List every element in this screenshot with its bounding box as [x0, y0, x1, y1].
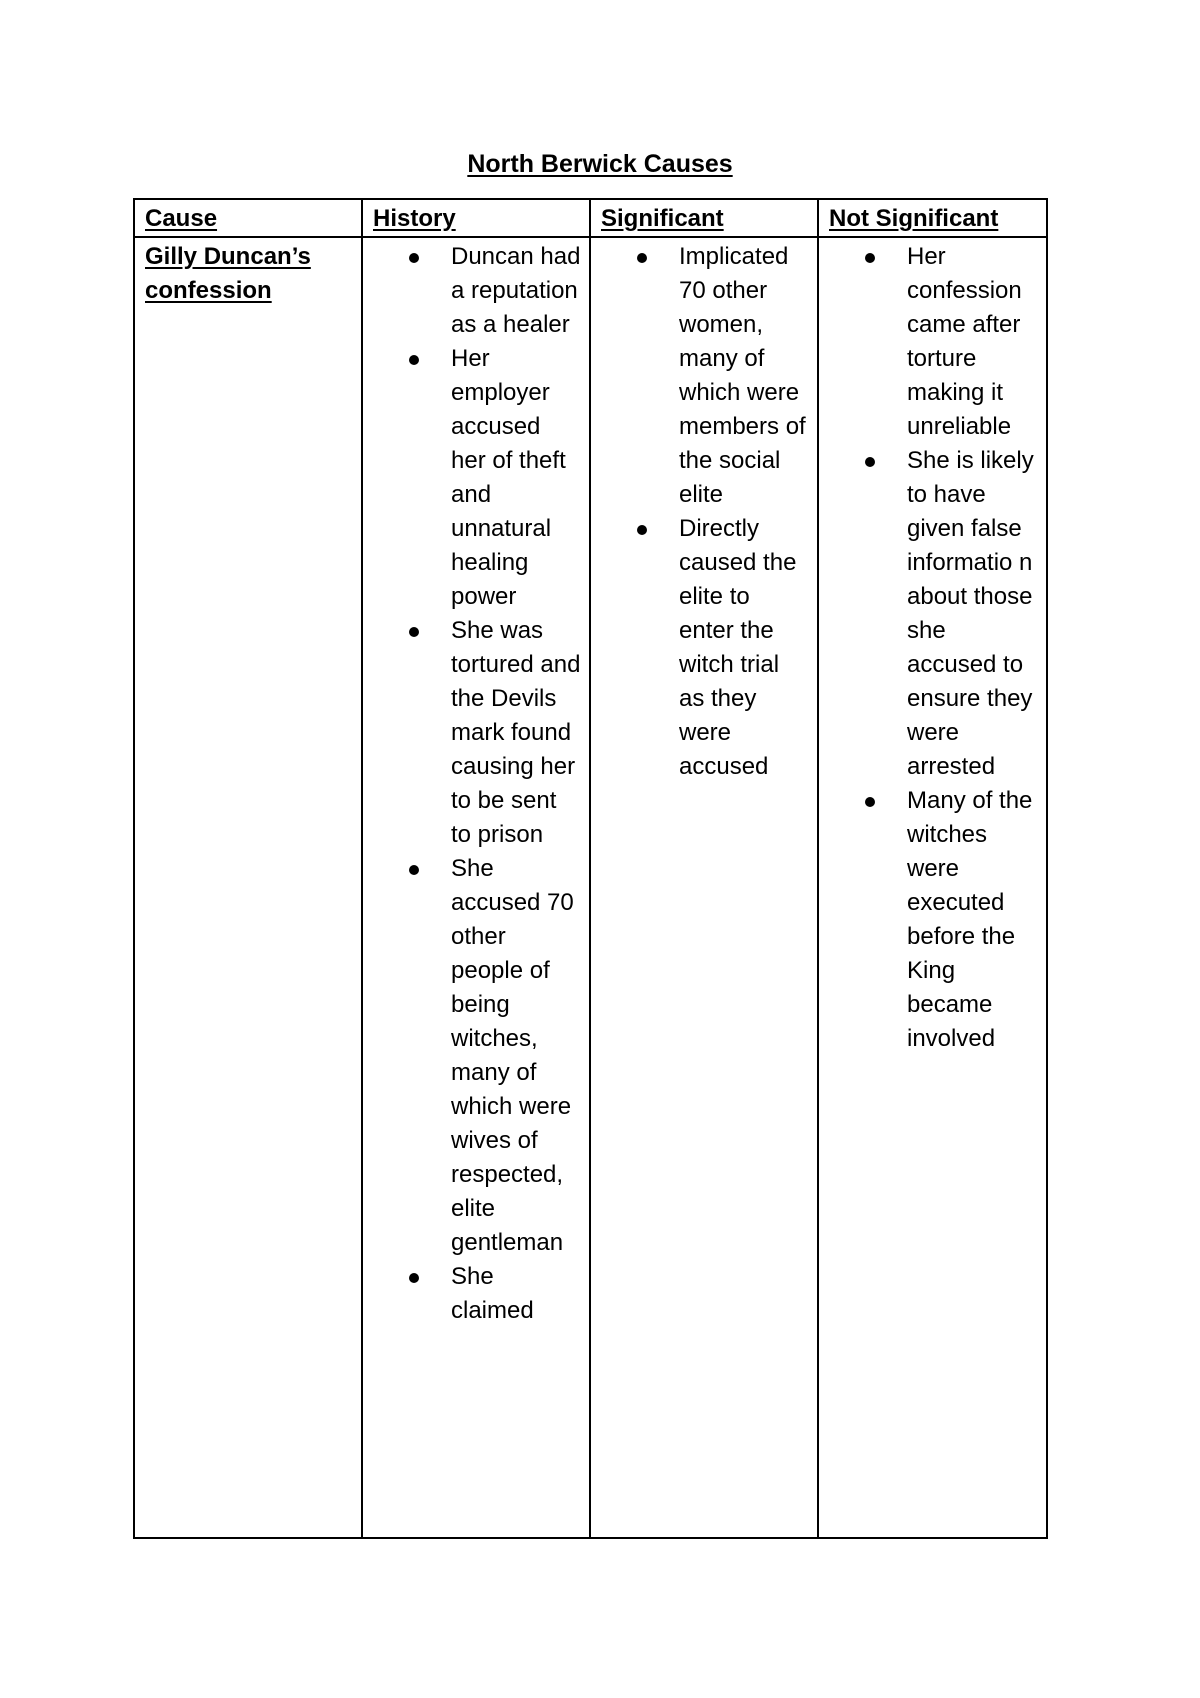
- list-item: [451, 240, 581, 342]
- list-item-text: Her employer accused her of theft and unnatural healing power: [451, 345, 566, 610]
- page-title: North Berwick Causes: [467, 150, 733, 178]
- bullet-icon: [637, 253, 647, 263]
- table-row: [134, 237, 1047, 1538]
- bullet-icon: [409, 627, 419, 637]
- bullet-icon: [865, 253, 875, 263]
- list-item: [451, 852, 581, 1260]
- list-item: [907, 784, 1038, 1056]
- bullet-icon: [409, 1273, 419, 1283]
- not-significant-cell: [818, 237, 1047, 1538]
- list-item: [451, 1260, 581, 1328]
- list-item-text: Implicated 70 other women, many of which were members of the social elite: [679, 243, 806, 508]
- list-item-text: She was tortured and the Devils mark found causing her to be sent to prison: [451, 617, 581, 848]
- bullet-icon: [865, 797, 875, 807]
- list-item-text: Her confession came after torture making it unreliable: [907, 243, 1022, 440]
- list-item: [907, 444, 1038, 784]
- history-list: [373, 240, 581, 1328]
- list-item: [907, 240, 1038, 444]
- list-item-text: She accused 70 other people of being witches, many of which were wives of respected, elite gentleman: [451, 855, 574, 1256]
- significant-list: [601, 240, 809, 784]
- significant-cell: [590, 237, 818, 1538]
- bullet-icon: [409, 253, 419, 263]
- history-cell: [362, 237, 590, 1538]
- header-significant: Significant: [590, 199, 818, 237]
- header-history: History: [362, 199, 590, 237]
- list-item: [679, 512, 809, 784]
- list-item: [451, 342, 581, 614]
- list-item: [679, 240, 809, 512]
- bullet-icon: [637, 525, 647, 535]
- table-header-row: [134, 199, 1047, 237]
- cause-cell: Gilly Duncan’s confession: [134, 237, 362, 1538]
- list-item-text: Many of the witches were executed before the King became involved: [907, 787, 1033, 1052]
- header-not-significant: Not Significant: [818, 199, 1047, 237]
- bullet-icon: [409, 865, 419, 875]
- list-item-text: Directly caused the elite to enter the witch trial as they were accused: [679, 515, 797, 780]
- causes-table: [133, 198, 1048, 1539]
- not-significant-list: [829, 240, 1038, 1056]
- bullet-icon: [409, 355, 419, 365]
- list-item-text: Duncan had a reputation as a healer: [451, 243, 581, 338]
- list-item-text: She claimed: [451, 1263, 534, 1324]
- header-cause: Cause: [134, 199, 362, 237]
- bullet-icon: [865, 457, 875, 467]
- list-item: [451, 614, 581, 852]
- list-item-text: She is likely to have given false informatio n about those she accused to ensure they were arrested: [907, 447, 1034, 780]
